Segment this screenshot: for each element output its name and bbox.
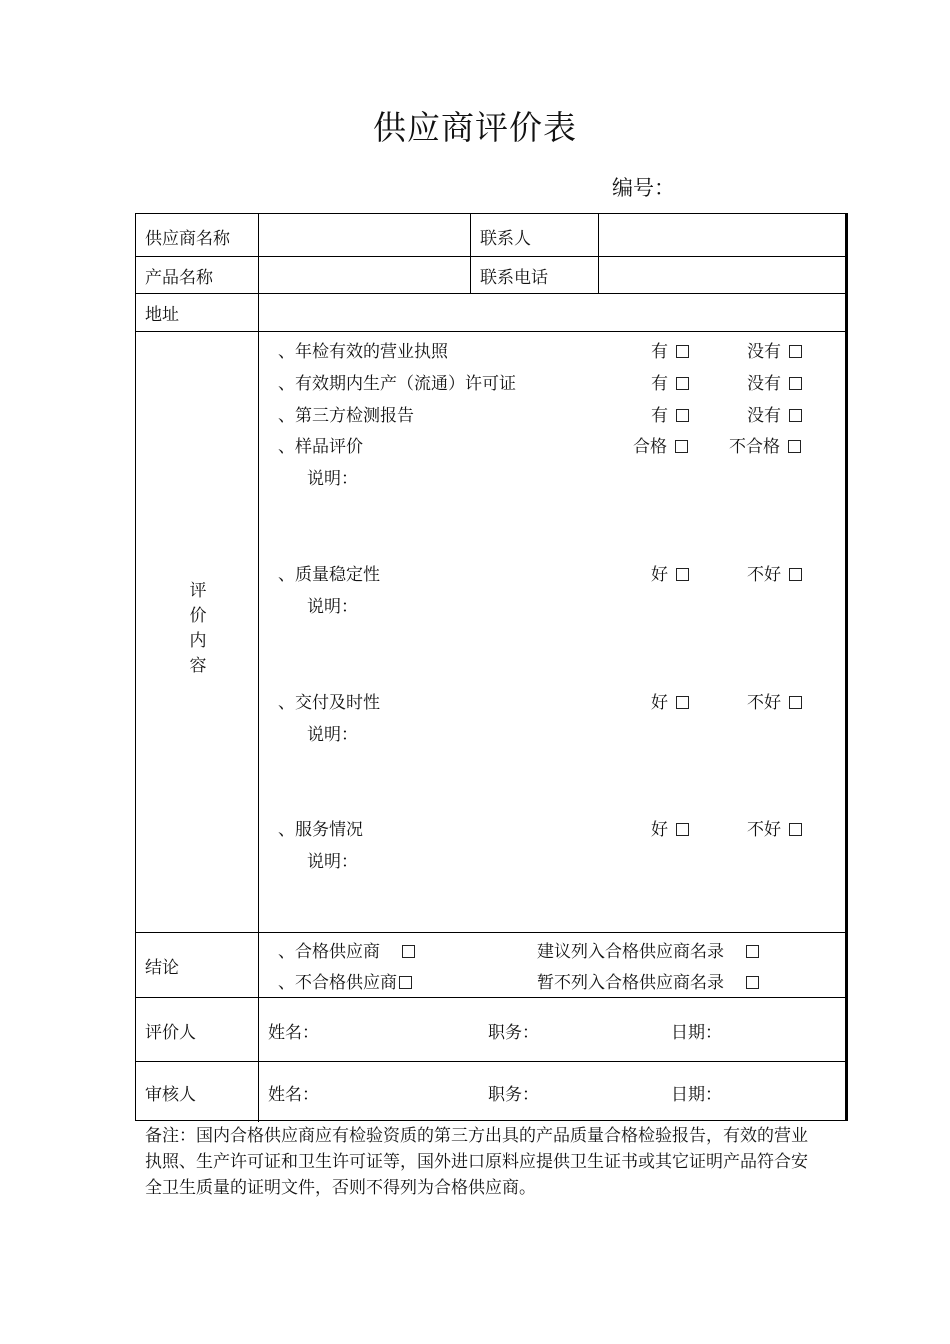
conclusion-qualified[interactable]: 、合格供应商: [278, 937, 415, 962]
product-name-label: 产品名称: [145, 268, 213, 288]
checkbox-icon[interactable]: [746, 945, 759, 958]
reviewer-label: 审核人: [145, 1085, 196, 1105]
checkbox-icon[interactable]: [676, 377, 689, 390]
contact-field[interactable]: [606, 220, 836, 250]
address-label: 地址: [145, 305, 179, 325]
eval-item-quality: 、质量稳定性: [278, 565, 380, 585]
conclusion-not-list[interactable]: 暂不列入合格供应商名录: [537, 968, 759, 993]
eval-delivery-good[interactable]: 好: [651, 688, 689, 713]
table-row-evaluator: [136, 997, 845, 1062]
supplier-name-field[interactable]: [267, 220, 465, 250]
reviewer-name-label: 姓名：: [268, 1085, 319, 1105]
evaluator-label: 评价人: [145, 1023, 196, 1043]
phone-label: 联系电话: [480, 268, 548, 288]
eval-service-good[interactable]: 好: [651, 815, 689, 840]
table-row-conclusion: [136, 932, 845, 998]
checkbox-icon[interactable]: [788, 440, 801, 453]
eval-permit-yes[interactable]: 有: [651, 369, 689, 394]
eval-quality-good[interactable]: 好: [651, 560, 689, 585]
eval-item-license: 、年检有效的营业执照: [278, 342, 448, 362]
eval-service-note: 说明：: [307, 852, 358, 872]
contact-label: 联系人: [480, 229, 531, 249]
reviewer-date-label: 日期：: [671, 1085, 722, 1105]
checkbox-icon[interactable]: [789, 823, 802, 836]
eval-item-service: 、服务情况: [278, 820, 363, 840]
conclusion-unqualified[interactable]: 、不合格供应商: [278, 968, 412, 993]
eval-quality-bad[interactable]: 不好: [747, 560, 802, 585]
eval-service-bad[interactable]: 不好: [747, 815, 802, 840]
eval-delivery-bad[interactable]: 不好: [747, 688, 802, 713]
conclusion-list-in[interactable]: 建议列入合格供应商名录: [537, 937, 759, 962]
evaluator-date-label: 日期：: [671, 1023, 722, 1043]
checkbox-icon[interactable]: [789, 696, 802, 709]
table-row-address: [136, 293, 845, 332]
eval-sample-note: 说明：: [307, 469, 358, 489]
eval-quality-note: 说明：: [307, 597, 358, 617]
table-row-evaluation: [136, 331, 845, 933]
conclusion-label: 结论: [145, 958, 179, 978]
evaluation-content-label: 评 价 内 容: [189, 581, 207, 676]
checkbox-icon[interactable]: [789, 377, 802, 390]
eval-delivery-note: 说明：: [307, 725, 358, 745]
checkbox-icon[interactable]: [676, 345, 689, 358]
evaluator-position-label: 职务：: [488, 1023, 539, 1043]
eval-item-test-report: 、第三方检测报告: [278, 406, 414, 426]
checkbox-icon[interactable]: [676, 823, 689, 836]
eval-report-yes[interactable]: 有: [651, 401, 689, 426]
product-name-field[interactable]: [267, 260, 465, 288]
table-row-reviewer: [136, 1061, 845, 1122]
checkbox-icon[interactable]: [789, 409, 802, 422]
eval-report-no[interactable]: 没有: [747, 401, 802, 426]
address-field[interactable]: [267, 297, 837, 325]
eval-license-no[interactable]: 没有: [747, 337, 802, 362]
eval-item-sample: 、样品评价: [278, 437, 363, 457]
checkbox-icon[interactable]: [789, 568, 802, 581]
eval-sample-fail[interactable]: 不合格: [729, 432, 801, 457]
checkbox-icon[interactable]: [746, 976, 759, 989]
reviewer-position-label: 职务：: [488, 1085, 539, 1105]
checkbox-icon[interactable]: [676, 696, 689, 709]
eval-item-delivery: 、交付及时性: [278, 693, 380, 713]
evaluator-name-label: 姓名：: [268, 1023, 319, 1043]
checkbox-icon[interactable]: [402, 945, 415, 958]
checkbox-icon[interactable]: [675, 440, 688, 453]
supplier-name-label: 供应商名称: [145, 229, 230, 249]
evaluation-table: [135, 213, 848, 1121]
remark-text: 备注：国内合格供应商应有检验资质的第三方出具的产品质量合格检验报告，有效的营业执照、生产许可证和卫生许可证等，国外进口原料应提供卫生证书或其它证明产品符合安全卫生质量的证明文件，否则不得列为合格供应商。: [145, 1126, 808, 1198]
checkbox-icon[interactable]: [789, 345, 802, 358]
eval-sample-pass[interactable]: 合格: [633, 432, 688, 457]
table-row-supplier: [136, 214, 845, 257]
eval-license-yes[interactable]: 有: [651, 337, 689, 362]
table-row-product: [136, 256, 845, 294]
serial-number-label: 编号：: [612, 176, 675, 200]
checkbox-icon[interactable]: [676, 568, 689, 581]
phone-field[interactable]: [606, 260, 836, 288]
checkbox-icon[interactable]: [676, 409, 689, 422]
checkbox-icon[interactable]: [399, 976, 412, 989]
eval-permit-no[interactable]: 没有: [747, 369, 802, 394]
eval-item-permit: 、有效期内生产（流通）许可证: [278, 374, 516, 394]
page-title: 供应商评价表: [373, 108, 577, 147]
